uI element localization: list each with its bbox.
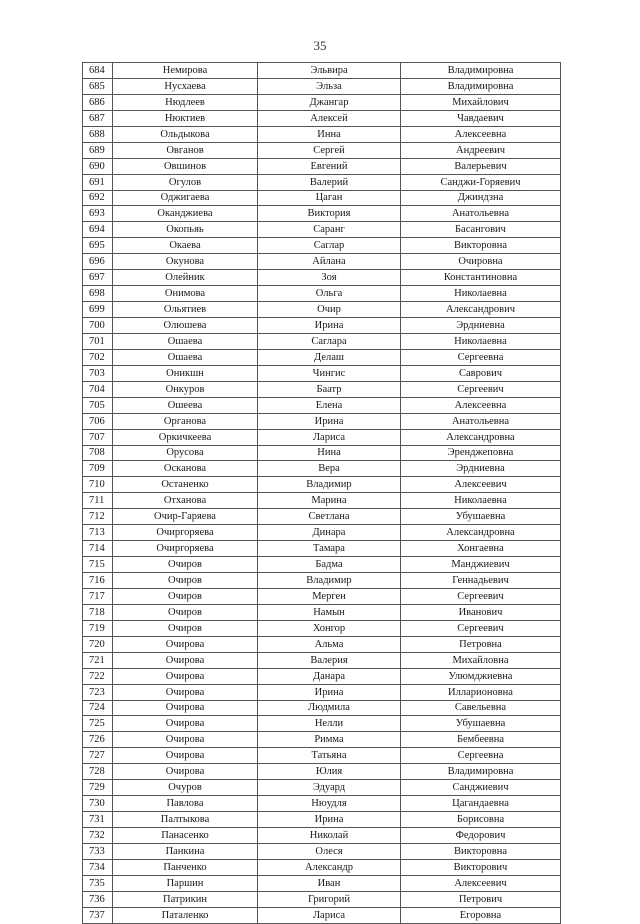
first-name-cell: Валерий <box>258 174 401 190</box>
table-row <box>83 573 561 589</box>
first-name-cell: Джангар <box>258 94 401 110</box>
table-row <box>83 381 561 397</box>
surname-cell: Овганов <box>113 142 258 158</box>
row-number-cell: 719 <box>83 620 113 636</box>
row-number-cell: 720 <box>83 636 113 652</box>
patronymic-cell: Савельевна <box>401 700 561 716</box>
row-number-cell: 685 <box>83 78 113 94</box>
first-name-cell: Григорий <box>258 891 401 907</box>
patronymic-cell: Николаевна <box>401 333 561 349</box>
surname-cell: Патрикин <box>113 891 258 907</box>
patronymic-cell: Санджиевич <box>401 780 561 796</box>
row-number-cell: 710 <box>83 477 113 493</box>
surname-cell: Оджигаева <box>113 190 258 206</box>
first-name-cell: Евгений <box>258 158 401 174</box>
first-name-cell: Мерген <box>258 588 401 604</box>
surname-cell: Ошеева <box>113 397 258 413</box>
surname-cell: Окаева <box>113 238 258 254</box>
first-name-cell: Ирина <box>258 413 401 429</box>
table-row <box>83 716 561 732</box>
patronymic-cell: Владимировна <box>401 63 561 79</box>
row-number-cell: 700 <box>83 318 113 334</box>
row-number-cell: 705 <box>83 397 113 413</box>
row-number-cell: 735 <box>83 875 113 891</box>
surname-cell: Очирова <box>113 700 258 716</box>
row-number-cell: 693 <box>83 206 113 222</box>
first-name-cell: Ирина <box>258 318 401 334</box>
patronymic-cell: Сергеевич <box>401 620 561 636</box>
table-row <box>83 126 561 142</box>
first-name-cell: Намын <box>258 604 401 620</box>
surname-cell: Панченко <box>113 859 258 875</box>
surname-cell: Окунова <box>113 254 258 270</box>
row-number-cell: 707 <box>83 429 113 445</box>
first-name-cell: Юлия <box>258 764 401 780</box>
first-name-cell: Саглара <box>258 333 401 349</box>
patronymic-cell: Алексеевна <box>401 397 561 413</box>
first-name-cell: Владимир <box>258 477 401 493</box>
table-row <box>83 620 561 636</box>
row-number-cell: 701 <box>83 333 113 349</box>
surname-cell: Окопьяь <box>113 222 258 238</box>
surname-cell: Очир-Гаряева <box>113 509 258 525</box>
table-row <box>83 748 561 764</box>
first-name-cell: Саглар <box>258 238 401 254</box>
surname-cell: Отханова <box>113 493 258 509</box>
patronymic-cell: Николаевна <box>401 493 561 509</box>
surname-cell: Онимова <box>113 286 258 302</box>
table-row <box>83 142 561 158</box>
surname-cell: Палтыкова <box>113 812 258 828</box>
first-name-cell: Нюудля <box>258 796 401 812</box>
first-name-cell: Римма <box>258 732 401 748</box>
row-number-cell: 729 <box>83 780 113 796</box>
surname-cell: Панкина <box>113 843 258 859</box>
row-number-cell: 708 <box>83 445 113 461</box>
patronymic-cell: Улюмджиевна <box>401 668 561 684</box>
first-name-cell: Алексей <box>258 110 401 126</box>
patronymic-cell: Петровна <box>401 636 561 652</box>
row-number-cell: 730 <box>83 796 113 812</box>
row-number-cell: 718 <box>83 604 113 620</box>
patronymic-cell: Чавдаевич <box>401 110 561 126</box>
surname-cell: Оканджиева <box>113 206 258 222</box>
patronymic-cell: Басангович <box>401 222 561 238</box>
surname-cell: Очирова <box>113 748 258 764</box>
patronymic-cell: Сергеевна <box>401 349 561 365</box>
surname-cell: Оркичкеева <box>113 429 258 445</box>
patronymic-cell: Владимировна <box>401 78 561 94</box>
table-row <box>83 541 561 557</box>
surname-cell: Останенко <box>113 477 258 493</box>
patronymic-cell: Петрович <box>401 891 561 907</box>
row-number-cell: 699 <box>83 302 113 318</box>
surname-cell: Очирова <box>113 764 258 780</box>
surname-cell: Очиров <box>113 604 258 620</box>
first-name-cell: Баатр <box>258 381 401 397</box>
surname-cell: Очиргоряева <box>113 525 258 541</box>
surname-cell: Нюктиев <box>113 110 258 126</box>
row-number-cell: 692 <box>83 190 113 206</box>
table-row <box>83 652 561 668</box>
first-name-cell: Лариса <box>258 907 401 923</box>
first-name-cell: Альма <box>258 636 401 652</box>
row-number-cell: 736 <box>83 891 113 907</box>
row-number-cell: 714 <box>83 541 113 557</box>
surname-cell: Очиров <box>113 588 258 604</box>
table-row <box>83 254 561 270</box>
patronymic-cell: Джиндзна <box>401 190 561 206</box>
table-row <box>83 63 561 79</box>
patronymic-cell: Бембеевна <box>401 732 561 748</box>
table-row <box>83 732 561 748</box>
first-name-cell: Динара <box>258 525 401 541</box>
first-name-cell: Николай <box>258 828 401 844</box>
surname-cell: Овшинов <box>113 158 258 174</box>
patronymic-cell: Борисовна <box>401 812 561 828</box>
table-row <box>83 557 561 573</box>
table-row <box>83 365 561 381</box>
patronymic-cell: Саврович <box>401 365 561 381</box>
surname-cell: Очирова <box>113 636 258 652</box>
patronymic-cell: Андреевич <box>401 142 561 158</box>
row-number-cell: 698 <box>83 286 113 302</box>
table-row <box>83 668 561 684</box>
patronymic-cell: Очировна <box>401 254 561 270</box>
row-number-cell: 717 <box>83 588 113 604</box>
patronymic-cell: Эрдниевна <box>401 461 561 477</box>
first-name-cell: Ирина <box>258 812 401 828</box>
patronymic-cell: Александровна <box>401 525 561 541</box>
roster-table <box>82 62 561 924</box>
patronymic-cell: Убушаевна <box>401 509 561 525</box>
table-row <box>83 238 561 254</box>
patronymic-cell: Федорович <box>401 828 561 844</box>
first-name-cell: Делаш <box>258 349 401 365</box>
patronymic-cell: Эрдниевна <box>401 318 561 334</box>
surname-cell: Очиров <box>113 573 258 589</box>
patronymic-cell: Александровна <box>401 429 561 445</box>
patronymic-cell: Манджиевич <box>401 557 561 573</box>
surname-cell: Паршин <box>113 875 258 891</box>
first-name-cell: Елена <box>258 397 401 413</box>
surname-cell: Ольятиев <box>113 302 258 318</box>
row-number-cell: 734 <box>83 859 113 875</box>
table-row <box>83 270 561 286</box>
patronymic-cell: Сергеевна <box>401 748 561 764</box>
surname-cell: Онкуров <box>113 381 258 397</box>
table-row <box>83 684 561 700</box>
patronymic-cell: Михайлович <box>401 94 561 110</box>
surname-cell: Оникшн <box>113 365 258 381</box>
table-row <box>83 413 561 429</box>
table-row <box>83 286 561 302</box>
roster-table-body <box>83 63 561 924</box>
surname-cell: Очирова <box>113 732 258 748</box>
first-name-cell: Татьяна <box>258 748 401 764</box>
first-name-cell: Светлана <box>258 509 401 525</box>
patronymic-cell: Цагандаевна <box>401 796 561 812</box>
patronymic-cell: Илларионовна <box>401 684 561 700</box>
patronymic-cell: Сергеевич <box>401 381 561 397</box>
surname-cell: Очиров <box>113 620 258 636</box>
first-name-cell: Саранг <box>258 222 401 238</box>
first-name-cell: Данара <box>258 668 401 684</box>
table-row <box>83 158 561 174</box>
first-name-cell: Ирина <box>258 684 401 700</box>
first-name-cell: Тамара <box>258 541 401 557</box>
row-number-cell: 737 <box>83 907 113 923</box>
table-row <box>83 780 561 796</box>
surname-cell: Олейник <box>113 270 258 286</box>
row-number-cell: 687 <box>83 110 113 126</box>
row-number-cell: 691 <box>83 174 113 190</box>
surname-cell: Нусхаева <box>113 78 258 94</box>
surname-cell: Огулов <box>113 174 258 190</box>
row-number-cell: 724 <box>83 700 113 716</box>
table-row <box>83 174 561 190</box>
patronymic-cell: Анатольевна <box>401 206 561 222</box>
patronymic-cell: Валерьевич <box>401 158 561 174</box>
first-name-cell: Очир <box>258 302 401 318</box>
surname-cell: Олюшева <box>113 318 258 334</box>
patronymic-cell: Алексеевич <box>401 875 561 891</box>
table-row <box>83 110 561 126</box>
row-number-cell: 706 <box>83 413 113 429</box>
first-name-cell: Чингис <box>258 365 401 381</box>
first-name-cell: Нелли <box>258 716 401 732</box>
first-name-cell: Александр <box>258 859 401 875</box>
surname-cell: Осканова <box>113 461 258 477</box>
patronymic-cell: Санджи-Горяевич <box>401 174 561 190</box>
patronymic-cell: Эренджеповна <box>401 445 561 461</box>
row-number-cell: 709 <box>83 461 113 477</box>
table-row <box>83 843 561 859</box>
first-name-cell: Марина <box>258 493 401 509</box>
row-number-cell: 689 <box>83 142 113 158</box>
row-number-cell: 694 <box>83 222 113 238</box>
patronymic-cell: Викторовна <box>401 238 561 254</box>
row-number-cell: 703 <box>83 365 113 381</box>
table-row <box>83 302 561 318</box>
surname-cell: Очиров <box>113 557 258 573</box>
row-number-cell: 688 <box>83 126 113 142</box>
page-number: 35 <box>313 38 327 53</box>
patronymic-cell: Михайловна <box>401 652 561 668</box>
surname-cell: Очирова <box>113 716 258 732</box>
row-number-cell: 690 <box>83 158 113 174</box>
patronymic-cell: Хонгаевна <box>401 541 561 557</box>
table-row <box>83 509 561 525</box>
table-row <box>83 493 561 509</box>
first-name-cell: Виктория <box>258 206 401 222</box>
surname-cell: Очиргоряева <box>113 541 258 557</box>
first-name-cell: Сергей <box>258 142 401 158</box>
patronymic-cell: Викторовна <box>401 843 561 859</box>
patronymic-cell: Константиновна <box>401 270 561 286</box>
surname-cell: Ольдыкова <box>113 126 258 142</box>
first-name-cell: Владимир <box>258 573 401 589</box>
row-number-cell: 716 <box>83 573 113 589</box>
surname-cell: Нюдлеев <box>113 94 258 110</box>
patronymic-cell: Александрович <box>401 302 561 318</box>
table-row <box>83 190 561 206</box>
first-name-cell: Ольга <box>258 286 401 302</box>
table-row <box>83 828 561 844</box>
first-name-cell: Эльвира <box>258 63 401 79</box>
row-number-cell: 726 <box>83 732 113 748</box>
row-number-cell: 733 <box>83 843 113 859</box>
row-number-cell: 731 <box>83 812 113 828</box>
first-name-cell: Олеся <box>258 843 401 859</box>
table-row <box>83 588 561 604</box>
surname-cell: Очирова <box>113 684 258 700</box>
row-number-cell: 732 <box>83 828 113 844</box>
table-row <box>83 812 561 828</box>
surname-cell: Паталенко <box>113 907 258 923</box>
row-number-cell: 725 <box>83 716 113 732</box>
first-name-cell: Лариса <box>258 429 401 445</box>
table-row <box>83 333 561 349</box>
surname-cell: Органова <box>113 413 258 429</box>
first-name-cell: Эдуард <box>258 780 401 796</box>
patronymic-cell: Викторович <box>401 859 561 875</box>
surname-cell: Павлова <box>113 796 258 812</box>
row-number-cell: 721 <box>83 652 113 668</box>
table-row <box>83 222 561 238</box>
table-row <box>83 461 561 477</box>
row-number-cell: 684 <box>83 63 113 79</box>
first-name-cell: Иван <box>258 875 401 891</box>
table-row <box>83 445 561 461</box>
patronymic-cell: Алексеевич <box>401 477 561 493</box>
row-number-cell: 686 <box>83 94 113 110</box>
table-row <box>83 206 561 222</box>
row-number-cell: 723 <box>83 684 113 700</box>
row-number-cell: 711 <box>83 493 113 509</box>
surname-cell: Очуров <box>113 780 258 796</box>
row-number-cell: 722 <box>83 668 113 684</box>
first-name-cell: Эльза <box>258 78 401 94</box>
table-row <box>83 525 561 541</box>
row-number-cell: 704 <box>83 381 113 397</box>
first-name-cell: Зоя <box>258 270 401 286</box>
table-row <box>83 604 561 620</box>
row-number-cell: 713 <box>83 525 113 541</box>
row-number-cell: 727 <box>83 748 113 764</box>
first-name-cell: Нина <box>258 445 401 461</box>
first-name-cell: Бадма <box>258 557 401 573</box>
row-number-cell: 695 <box>83 238 113 254</box>
table-row <box>83 700 561 716</box>
row-number-cell: 696 <box>83 254 113 270</box>
first-name-cell: Цаган <box>258 190 401 206</box>
surname-cell: Очирова <box>113 652 258 668</box>
row-number-cell: 712 <box>83 509 113 525</box>
patronymic-cell: Иванович <box>401 604 561 620</box>
surname-cell: Немирова <box>113 63 258 79</box>
row-number-cell: 702 <box>83 349 113 365</box>
table-row <box>83 429 561 445</box>
surname-cell: Ошаева <box>113 349 258 365</box>
first-name-cell: Людмила <box>258 700 401 716</box>
table-row <box>83 477 561 493</box>
first-name-cell: Хонгор <box>258 620 401 636</box>
surname-cell: Ошаева <box>113 333 258 349</box>
table-row <box>83 78 561 94</box>
first-name-cell: Айлана <box>258 254 401 270</box>
table-row <box>83 764 561 780</box>
table-row <box>83 318 561 334</box>
patronymic-cell: Геннадьевич <box>401 573 561 589</box>
first-name-cell: Вера <box>258 461 401 477</box>
surname-cell: Очирова <box>113 668 258 684</box>
row-number-cell: 697 <box>83 270 113 286</box>
table-row <box>83 796 561 812</box>
patronymic-cell: Убушаевна <box>401 716 561 732</box>
patronymic-cell: Владимировна <box>401 764 561 780</box>
first-name-cell: Валерия <box>258 652 401 668</box>
table-row <box>83 349 561 365</box>
table-row <box>83 875 561 891</box>
patronymic-cell: Николаевна <box>401 286 561 302</box>
table-row <box>83 859 561 875</box>
table-row <box>83 636 561 652</box>
row-number-cell: 715 <box>83 557 113 573</box>
table-row <box>83 94 561 110</box>
surname-cell: Орусова <box>113 445 258 461</box>
surname-cell: Панасенко <box>113 828 258 844</box>
table-row <box>83 397 561 413</box>
row-number-cell: 728 <box>83 764 113 780</box>
table-row <box>83 907 561 923</box>
patronymic-cell: Егоровна <box>401 907 561 923</box>
first-name-cell: Инна <box>258 126 401 142</box>
patronymic-cell: Алексеевна <box>401 126 561 142</box>
patronymic-cell: Сергеевич <box>401 588 561 604</box>
patronymic-cell: Анатольевна <box>401 413 561 429</box>
